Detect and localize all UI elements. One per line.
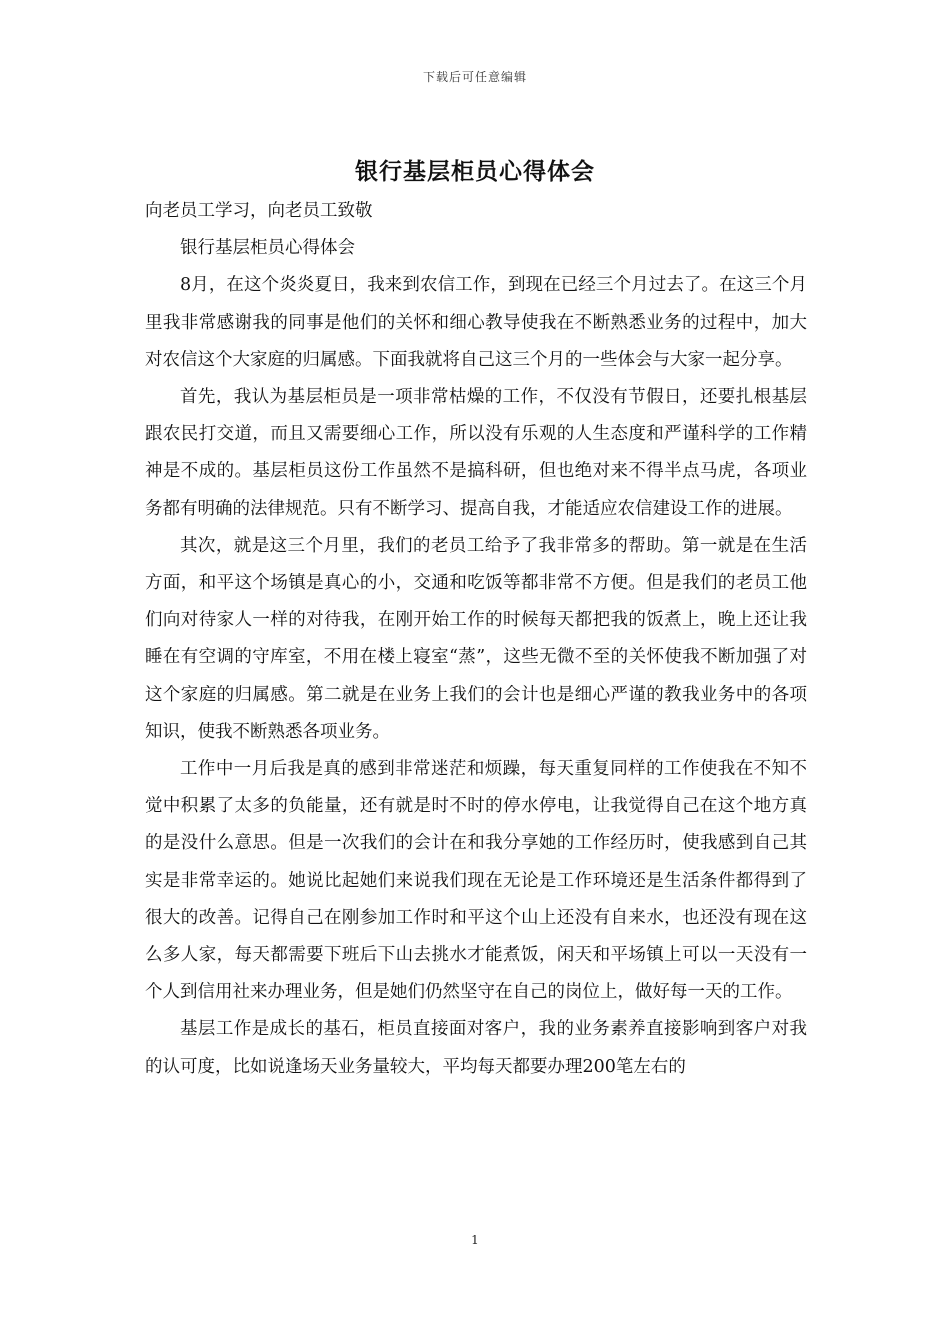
subtitle-line: 向老员工学习，向老员工致敬 [145, 201, 373, 221]
paragraph-fourth: 基层工作是成长的基石，柜员直接面对客户，我的业务素养直接影响到客户对我的认可度，比如说逢场天业务量较大，平均每天都要办理200笔左右的 [145, 1019, 807, 1077]
paragraph-third: 工作中一月后我是真的感到非常迷茫和烦躁，每天重复同样的工作使我在不知不觉中积累了太多的负能量，还有就是时不时的停水停电，让我觉得自己在这个地方真的是没什么意思。但是一次我们的会计在和我分享她的工作经历时，使我感到自己其实是非常幸运的。她说比起她们来说我们现在无论是工作环境还是生活条件都得到了很大的改善。记得自己在刚参加工作时和平这个山上还没有自来水，也还没有现在这么多人家，每天都需要下班后下山去挑水才能煮饭，闲天和平场镇上可以一天没有一个人到信用社来办理业务，但是她们仍然坚守在自己的岗位上，做好每一天的工作。 [145, 759, 807, 1003]
document-title: 银行基层柜员心得体会 [355, 158, 595, 185]
paragraph-intro: 8月，在这个炎炎夏日，我来到农信工作，到现在已经三个月过去了。在这三个月里我非常感谢我的同事是他们的关怀和细心教导使我在不断熟悉业务的过程中，加大对农信这个大家庭的归属感。下面我就将自己这三个月的一些体会与大家一起分享。 [145, 275, 807, 370]
document-body [145, 193, 807, 1086]
repeated-title-line: 银行基层柜员心得体会 [180, 238, 355, 259]
header-note: 下载后可任意编辑 [422, 70, 527, 84]
page-number: 1 [471, 1233, 479, 1247]
paragraph-first: 首先，我认为基层柜员是一项非常枯燥的工作，不仅没有节假日，还要扎根基层跟农民打交道，而且又需要细心工作，所以没有乐观的人生态度和严谨科学的工作精神是不成的。基层柜员这份工作虽然不是搞科研，但也绝对来不得半点马虎，各项业务都有明确的法律规范。只有不断学习、提高自我，才能适应农信建设工作的进展。 [145, 387, 807, 519]
paragraph-second: 其次，就是这三个月里，我们的老员工给予了我非常多的帮助。第一就是在生活方面，和平这个场镇是真心的小，交通和吃饭等都非常不方便。但是我们的老员工他们向对待家人一样的对待我，在刚开始工作的时候每天都把我的饭煮上，晚上还让我睡在有空调的守库室，不用在楼上寝室“蒸”，这些无微不至的关怀使我不断加强了对这个家庭的归属感。第二就是在业务上我们的会计也是细心严谨的教我业务中的各项知识，使我不断熟悉各项业务。 [145, 535, 807, 742]
